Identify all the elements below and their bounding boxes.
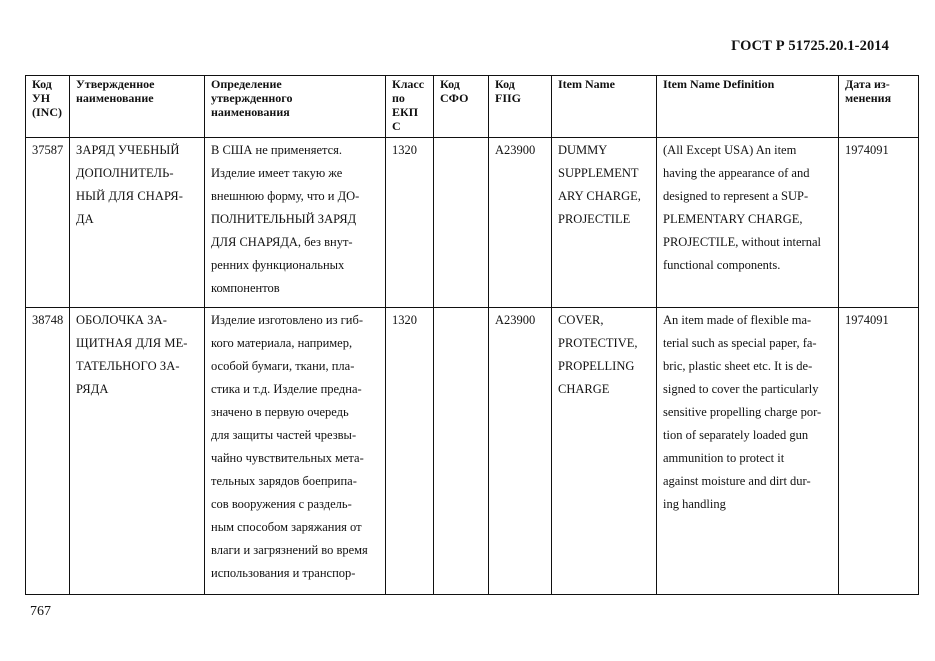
table-header-row bbox=[26, 76, 919, 138]
col-header-approved-name: Утвержденное наименование bbox=[70, 76, 205, 138]
cell-code: 38748 bbox=[26, 308, 70, 595]
table-row bbox=[26, 138, 919, 308]
cell-change-date: 1974091 bbox=[839, 308, 919, 595]
col-header-fiig: Код FIIG bbox=[489, 76, 552, 138]
item-names-table bbox=[25, 75, 919, 595]
cell-definition: В США не применяется. Изделие имеет такую же внешнюю форму, что и ДО- ПОЛНИТЕЛЬНЫЙ ЗАРЯД ДЛЯ СНАРЯДА, без внут- ренних функциональных компонентов bbox=[205, 138, 386, 308]
col-header-change-date: Дата из- менения bbox=[839, 76, 919, 138]
cell-definition: Изделие изготовлено из гиб- кого материала, например, особой бумаги, ткани, пла- стика и т.д. Изделие предна- значено в первую очередь для защиты частей чрезвы- чайно чувствительных мета- тельных зарядов боеприпа- сов вооружения с раздель- ным способом заряжания от влаги и загрязнений во время использования и транспор- bbox=[205, 308, 386, 595]
cell-sfo bbox=[434, 138, 489, 308]
cell-item-name: COVER, PROTECTIVE, PROPELLING CHARGE bbox=[552, 308, 657, 595]
table-row bbox=[26, 308, 919, 595]
col-header-sfo: Код СФО bbox=[434, 76, 489, 138]
page-number: 767 bbox=[30, 604, 51, 619]
cell-class: 1320 bbox=[386, 308, 434, 595]
col-header-item-name: Item Name bbox=[552, 76, 657, 138]
cell-fiig: A23900 bbox=[489, 138, 552, 308]
cell-class: 1320 bbox=[386, 138, 434, 308]
cell-approved-name: ОБОЛОЧКА ЗА- ЩИТНАЯ ДЛЯ МЕ- ТАТЕЛЬНОГО ЗА- РЯДА bbox=[70, 308, 205, 595]
col-header-code: Код УН (INC) bbox=[26, 76, 70, 138]
col-header-class: Класс по ЕКП С bbox=[386, 76, 434, 138]
col-header-item-definition: Item Name Definition bbox=[657, 76, 839, 138]
col-header-definition: Определение утвержденного наименования bbox=[205, 76, 386, 138]
cell-item-definition: (All Except USA) An item having the appearance of and designed to represent a SUP- PLEMENTARY CHARGE, PROJECTILE, without internal functional components. bbox=[657, 138, 839, 308]
cell-fiig: A23900 bbox=[489, 308, 552, 595]
cell-change-date: 1974091 bbox=[839, 138, 919, 308]
cell-code: 37587 bbox=[26, 138, 70, 308]
cell-approved-name: ЗАРЯД УЧЕБНЫЙ ДОПОЛНИТЕЛЬ- НЫЙ ДЛЯ СНАРЯ- ДА bbox=[70, 138, 205, 308]
cell-item-name: DUMMY SUPPLEMENT ARY CHARGE, PROJECTILE bbox=[552, 138, 657, 308]
document-header: ГОСТ Р 51725.20.1-2014 bbox=[731, 38, 889, 54]
cell-sfo bbox=[434, 308, 489, 595]
cell-item-definition: An item made of flexible ma- terial such as special paper, fa- bric, plastic sheet etc. It is de- signed to cover the particularly sensitive propelling charge por- tion of separately loaded gun ammunition to protect it against moisture and dirt dur- ing handling bbox=[657, 308, 839, 595]
